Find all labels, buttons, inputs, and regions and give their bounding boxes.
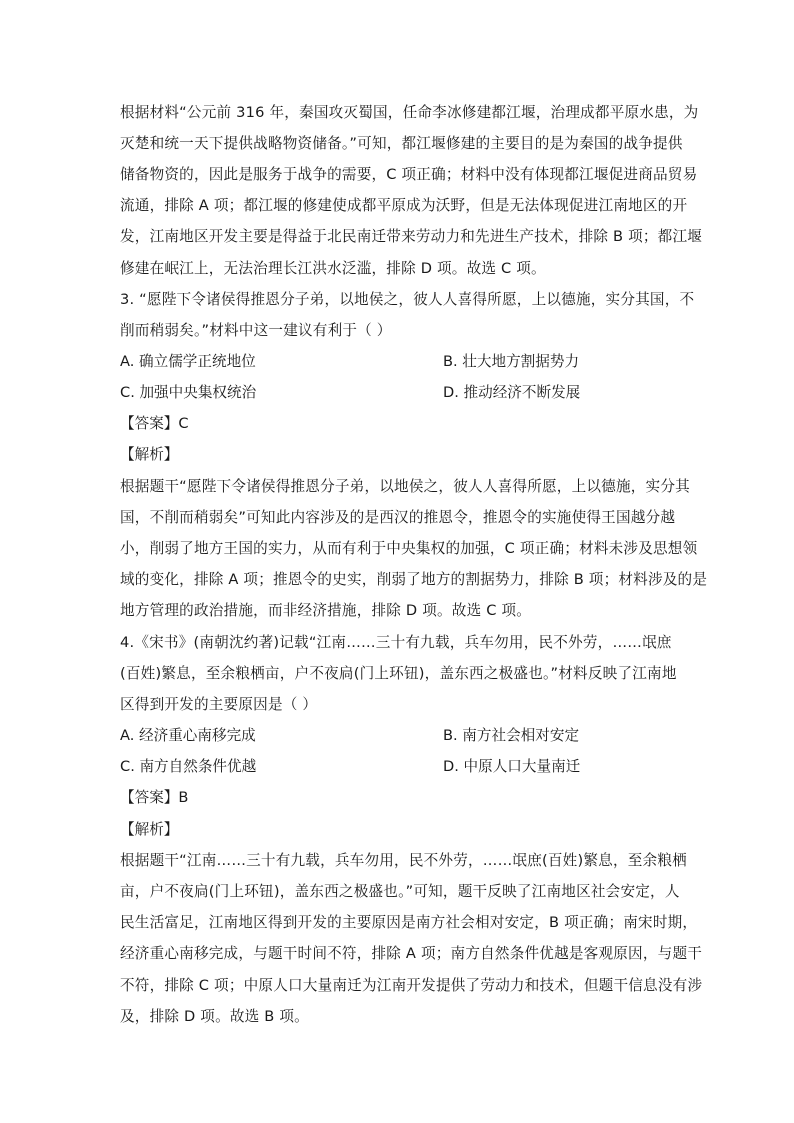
q4-option-a: A. 经济重心南移完成: [120, 727, 256, 744]
analysis-line: 储备物资的，因此是服务于战争的需要，C 项正确；材料中没有体现都江堰促进商品贸易: [120, 166, 698, 183]
q3-analysis-line: 域的变化，排除 A 项；推恩令的史实，削弱了地方的割据势力，排除 B 项；材料涉及的是: [120, 571, 708, 588]
q3-analysis-line: 根据题干“愿陛下令诸侯得推恩分子弟，以地侯之，彼人人喜得所愿，上以德施，实分其: [120, 478, 690, 495]
q4-analysis-line: 根据题干“江南……三十有九载，兵车勿用，民不外劳，……氓庶(百姓)繁息，至余粮栖: [120, 852, 687, 869]
analysis-line: 修建在岷江上，无法治理长江洪水泛滥，排除 D 项。故选 C 项。: [120, 260, 546, 277]
q4-analysis-line: 不符，排除 C 项；中原人口大量南迁为江南开发提供了劳动力和技术，但题干信息没有涉: [120, 977, 703, 994]
q4-option-d: D. 中原人口大量南迁: [443, 758, 581, 775]
analysis-line: 根据材料“公元前 316 年，秦国攻灭蜀国，任命李冰修建都江堰，治理成都平原水患，为: [120, 104, 699, 121]
q4-analysis-label: 【解析】: [120, 821, 179, 838]
q3-analysis-line: 地方管理的政治措施，而非经济措施，排除 D 项。故选 C 项。: [120, 602, 532, 619]
q3-option-d: D. 推动经济不断发展: [443, 384, 581, 401]
q4-analysis-line: 及，排除 D 项。故选 B 项。: [120, 1008, 309, 1025]
q3-option-a: A. 确立儒学正统地位: [120, 353, 256, 370]
q4-option-c: C. 南方自然条件优越: [120, 758, 257, 775]
question-3-stem: 削而稍弱矣。”材料中这一建议有利于（ ）: [120, 322, 392, 339]
q3-option-b: B. 壮大地方割据势力: [443, 353, 580, 370]
q3-analysis-label: 【解析】: [120, 446, 179, 463]
q3-analysis-line: 小，削弱了地方王国的实力，从而有利于中央集权的加强，C 项正确；材料未涉及思想领: [120, 540, 698, 557]
q4-answer: 【答案】B: [120, 789, 189, 806]
q3-option-c: C. 加强中央集权统治: [120, 384, 257, 401]
question-3-stem: 3. “愿陛下令诸侯得推恩分子弟，以地侯之，彼人人喜得所愿，上以德施，实分其国，不: [120, 291, 695, 308]
question-4-stem: 区得到开发的主要原因是（ ）: [120, 696, 318, 713]
question-4-stem: (百姓)繁息，至余粮栖亩，户不夜扃(门上环钮)，盖东西之极盛也。”材料反映了江南地: [120, 665, 677, 682]
q3-answer: 【答案】C: [120, 415, 189, 432]
analysis-line: 发，江南地区开发主要是得益于北民南迁带来劳动力和先进生产技术，排除 B 项；都江堰: [120, 228, 703, 245]
q4-analysis-line: 亩，户不夜扃(门上环钮)，盖东西之极盛也。”可知，题干反映了江南地区社会安定，人: [120, 883, 680, 900]
analysis-line: 流通，排除 A 项；都江堰的修建使成都平原成为沃野，但是无法体现促进江南地区的开: [120, 197, 688, 214]
question-4-stem: 4.《宋书》(南朝沈约著)记载“江南……三十有九载，兵车勿用，民不外劳，……氓庶: [120, 634, 672, 651]
analysis-line: 灭楚和统一天下提供战略物资储备。”可知，都江堰修建的主要目的是为秦国的战争提供: [120, 135, 683, 152]
q4-option-b: B. 南方社会相对安定: [443, 727, 580, 744]
q4-analysis-line: 民生活富足，江南地区得到开发的主要原因是南方社会相对安定，B 项正确；南宋时期，: [120, 914, 698, 931]
q4-analysis-line: 经济重心南移完成，与题干时间不符，排除 A 项；南方自然条件优越是客观原因，与题干: [120, 945, 703, 962]
q3-analysis-line: 国，不削而稍弱矣”可知此内容涉及的是西汉的推恩令，推恩令的实施使得王国越分越: [120, 509, 676, 526]
